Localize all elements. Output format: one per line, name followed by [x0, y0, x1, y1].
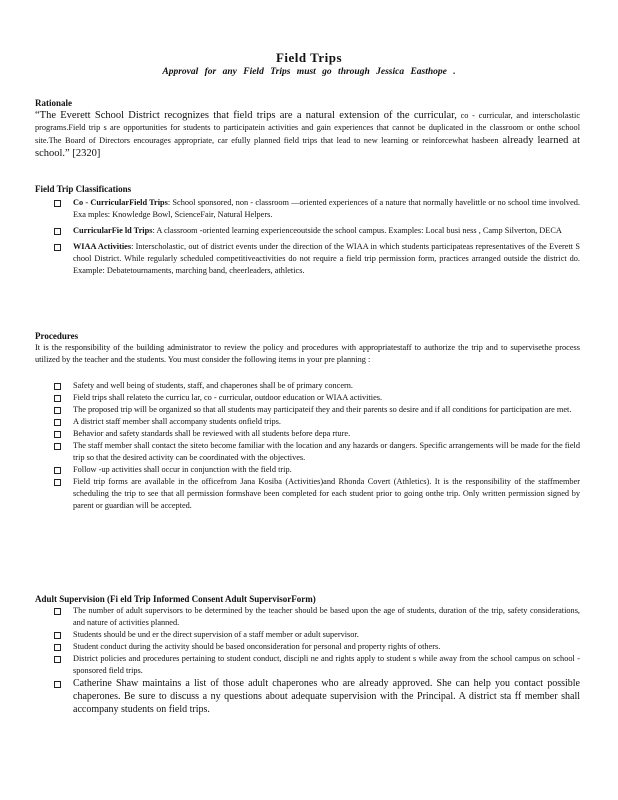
procedure-text: Behavior and safety standards shall be reviewed with all students before depa rture.: [73, 429, 351, 438]
rationale-section: [35, 97, 580, 160]
bullet-box-icon: [54, 608, 61, 615]
bullet-box-icon: [54, 383, 61, 390]
procedure-item: [35, 416, 580, 428]
procedure-text: The staff member shall contact the siteto become familiar with the location and any hazards or dangers. Specific arrangements will be made for the field trip so that the desired activity can be coordinated with the objectives.: [73, 441, 580, 462]
classifications-list: [35, 197, 580, 277]
supervision-text: Catherine Shaw maintains a list of those adult chaperones who are already approved. She can help you contact possible chaperones. Be sure to discuss a ny questions about adequate supervision with the Principal. A district sta ff member shall accompany students on field trips.: [73, 678, 580, 715]
bullet-box-icon: [54, 200, 61, 207]
supervision-item: [35, 677, 580, 716]
bullet-box-icon: [54, 681, 61, 688]
procedure-item: [35, 380, 580, 392]
adult-supervision-heading: Adult Supervision (Fi eld Trip Informed Consent Adult SupervisorForm): [35, 594, 316, 604]
bullet-box-icon: [54, 479, 61, 486]
supervision-item: [35, 641, 580, 653]
classification-item: [35, 225, 580, 237]
bullet-box-icon: [54, 244, 61, 251]
supervision-text: Students should be und er the direct supervision of a staff member or adult supervisor.: [73, 630, 359, 639]
rationale-text-start: “The Everett School District recognizes that field trips are a natural extension of the curricular,: [35, 110, 457, 121]
classification-text: : School sponsored, non - classroom —oriented experiences of a nature that normally havelittle or no school time involved. Exa mples: Knowledge Bowl, ScienceFair, Natural Helpers.: [73, 198, 580, 219]
procedures-intro: It is the responsibility of the building administrator to review the policy and procedures with appropriatestaff to authorize the trip and to supervisethe process utilized by the teacher and the students. You must consider the following items in your pre planning :: [35, 343, 580, 364]
page-title: Field Trips: [275, 50, 343, 65]
adult-supervision-section: [35, 593, 580, 716]
classification-item: [35, 197, 580, 221]
supervision-item: [35, 629, 580, 641]
rationale-text: [35, 109, 580, 160]
supervision-text: Student conduct during the activity should be based onconsideration for personal and property rights of others.: [73, 642, 441, 651]
procedures-section: [35, 330, 580, 512]
procedure-item: [35, 476, 580, 512]
bullet-box-icon: [54, 431, 61, 438]
rationale-text-end: already learned at school.” [2320]: [35, 135, 580, 159]
classification-label: WIAA Activities: [73, 242, 132, 251]
supervision-item: [35, 653, 580, 677]
bullet-box-icon: [54, 395, 61, 402]
bullet-box-icon: [54, 656, 61, 663]
procedure-item: [35, 404, 580, 416]
bullet-box-icon: [54, 419, 61, 426]
procedure-item: [35, 428, 580, 440]
classification-label: CurricularFie ld Trips: [73, 226, 153, 235]
procedure-item: [35, 464, 580, 476]
classification-text: : Interscholastic, out of district events under the direction of the WIAA in which students participateas representatives of the Everett S chool District. While regularly scheduled competitiveactivities do not require a field trip permission form, practices arranged outside the district do. Example: Debatetournaments, marching band, cheerleaders, athletics.: [73, 242, 580, 275]
approval-subtitle: Approval for any Field Trips must go through Jessica Easthope .: [162, 67, 456, 77]
supervision-text: The number of adult supervisors to be determined by the teacher should be based upon the age of students, duration of the trip, safety considerations, and nature of activities planned.: [73, 606, 580, 627]
procedures-list: [35, 380, 580, 512]
procedure-item: [35, 392, 580, 404]
procedure-text: Field trip forms are available in the officefrom Jana Kosiba (Activities)and Rhonda Covert (Athletics). It is the responsibility of the staffmember scheduling the trip to see that all permission formshave been completed for each student prior to going onthe trip. Only written permission signed by parent or guardian will be accepted.: [73, 477, 580, 510]
procedure-text: Safety and well being of students, staff, and chaperones shall be of primary concern.: [73, 381, 354, 390]
classification-label: Co - CurricularField Trips: [73, 198, 168, 207]
adult-supervision-list: [35, 605, 580, 716]
classifications-heading: Field Trip Classifications: [35, 184, 132, 194]
procedure-text: Follow -up activities shall occur in conjunction with the field trip.: [73, 465, 292, 474]
supervision-text: District policies and procedures pertaining to student conduct, discipli ne and rights apply to student s while away from the school campus on school -sponsored field trips.: [73, 654, 580, 675]
bullet-box-icon: [54, 228, 61, 235]
procedure-item: [35, 440, 580, 464]
supervision-item: [35, 605, 580, 629]
bullet-box-icon: [54, 644, 61, 651]
bullet-box-icon: [54, 632, 61, 639]
classification-text: : A classroom -oriented learning experienceoutside the school campus. Examples: Local busi ness , Camp Silverton, DECA: [152, 226, 562, 235]
rationale-heading: Rationale: [35, 98, 72, 108]
bullet-box-icon: [54, 443, 61, 450]
procedure-text: A district staff member shall accompany students onfield trips.: [73, 417, 281, 426]
bullet-box-icon: [54, 467, 61, 474]
bullet-box-icon: [54, 407, 61, 414]
procedure-text: The proposed trip will be organized so that all students may participateif they and their parents so desire and if all conditions for participation are met.: [73, 405, 572, 414]
rationale-text-middle: co - curricular, and interscholastic programs.Field trip s are opportunities for students to participatein activities and gain experiences that cannot be duplicated in the classroom or onthe school site.The Board of Directors encourages appropriate, car efully planned field trips that lead to new learning or reinforcewhat hasbeen: [35, 111, 580, 145]
classification-item: [35, 241, 580, 277]
classifications-section: [35, 183, 580, 277]
procedure-text: Field trips shall relateto the curricu lar, co - curricular, outdoor education or WIAA activities.: [73, 393, 383, 402]
procedures-heading: Procedures: [35, 331, 79, 341]
